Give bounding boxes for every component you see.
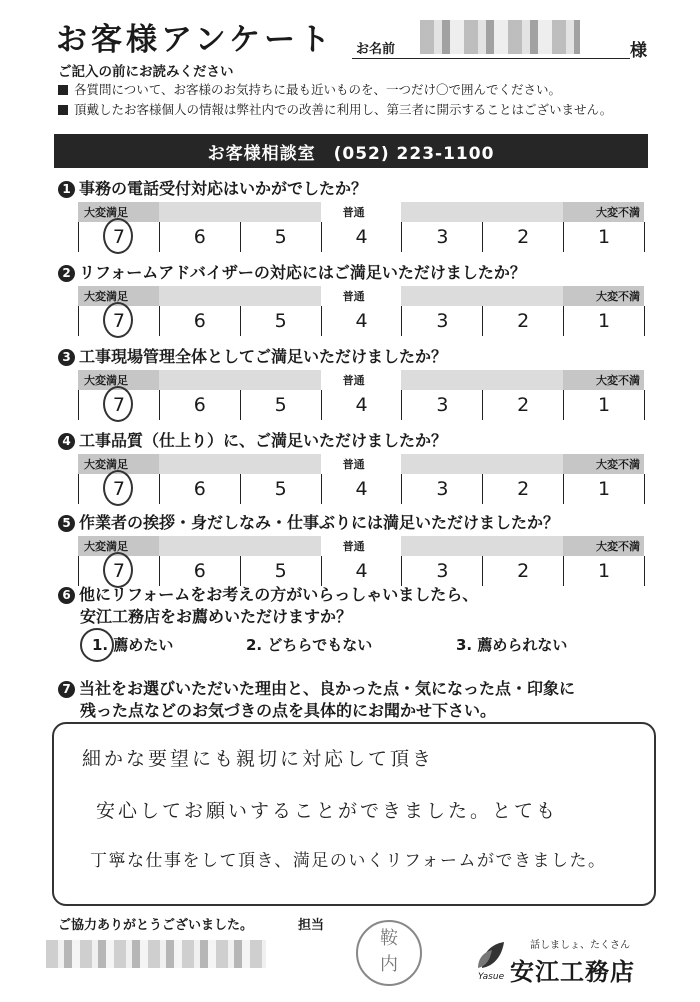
question-text: 工事品質（仕上り）に、ご満足いただけましたか？	[79, 431, 448, 450]
staff-label: 担当	[298, 918, 325, 933]
scale-cell	[563, 536, 644, 556]
rating-option-1[interactable]: 1	[564, 306, 645, 336]
scale-cell	[401, 536, 482, 556]
handwritten-line: 安心してお願いすることができました。とても	[96, 800, 559, 822]
scale-cell	[401, 286, 482, 306]
stamp-char: 鞍	[380, 928, 398, 949]
seal-stamp	[356, 920, 422, 986]
rating-scale-header	[78, 536, 644, 556]
rating-option-2[interactable]: 2	[483, 474, 564, 504]
rating-options	[78, 474, 645, 504]
scale-cell	[321, 286, 402, 306]
square-bullet-icon	[58, 85, 68, 95]
scale-label: 大変不満	[596, 458, 641, 471]
intro-notes	[58, 80, 612, 120]
intro-note-text: 各質問について、お客様のお気持ちに最も近いものを、一つだけ〇で囲んでください。	[74, 82, 562, 97]
rating-option-1[interactable]: 1	[564, 556, 645, 586]
scale-label: 普通	[342, 374, 365, 387]
question-3	[58, 344, 447, 367]
scale-cell	[482, 286, 563, 306]
scale-cell	[482, 454, 563, 474]
rating-option-1[interactable]: 1	[564, 222, 645, 252]
thanks-text: ご協力ありがとうございました。	[58, 918, 254, 933]
name-underline	[352, 58, 630, 59]
question-text: リフォームアドバイザーの対応にはご満足いただけましたか？	[79, 263, 526, 282]
redacted-staff	[46, 940, 266, 968]
scale-label: 大変満足	[84, 374, 128, 387]
rating-scale-header	[78, 286, 644, 306]
scale-cell	[159, 286, 240, 306]
question-2	[58, 260, 526, 283]
rating-option-3[interactable]: 3	[402, 306, 483, 336]
rating-option-5[interactable]: 5	[241, 222, 322, 252]
question-number-icon: 6	[58, 587, 75, 604]
rating-option-4[interactable]: 4	[322, 474, 403, 504]
question-6	[58, 582, 478, 605]
scale-label: 大変不満	[596, 290, 641, 303]
scale-cell	[563, 202, 644, 222]
rating-option-1[interactable]: 1	[564, 474, 645, 504]
rating-option-5[interactable]: 5	[241, 556, 322, 586]
scale-cell	[321, 370, 402, 390]
scale-label: 大変不満	[596, 206, 641, 219]
scale-cell	[321, 202, 402, 222]
rating-option-1[interactable]: 1	[564, 390, 645, 420]
rating-option-4[interactable]: 4	[322, 556, 403, 586]
rating-option-7[interactable]: 7	[79, 306, 160, 336]
rating-options	[78, 222, 645, 252]
redacted-name	[420, 20, 580, 54]
scale-cell	[240, 202, 321, 222]
scale-label: 普通	[342, 290, 365, 303]
rating-option-3[interactable]: 3	[402, 390, 483, 420]
scale-cell	[159, 536, 240, 556]
rating-option-5[interactable]: 5	[241, 306, 322, 336]
question-text: 当社をお選びいただいた理由と、良かった点・気になった点・印象に	[79, 679, 576, 698]
handwritten-line: 丁寧な仕事をして頂き、満足のいくリフォームができました。	[90, 851, 607, 871]
question-text: 他にリフォームをお考えの方がいらっしゃいましたら、	[79, 585, 479, 604]
question-7-line2: 残った点などのお気づきの点を具体的にお聞かせ下さい。	[80, 701, 497, 720]
q6-answer-circle	[80, 628, 114, 662]
rating-option-2[interactable]: 2	[483, 306, 564, 336]
leaf-logo-icon	[474, 938, 508, 972]
intro-note-text: 頂戴したお客様個人の情報は弊社内での改善に利用し、第三者に開示することはございません。	[74, 102, 613, 117]
scale-label: 大変満足	[84, 458, 128, 471]
rating-option-3[interactable]: 3	[402, 474, 483, 504]
question-number-icon: 7	[58, 681, 75, 698]
scale-label: 大変不満	[596, 540, 641, 553]
scale-cell	[159, 454, 240, 474]
company-slogan: 話しましょ、たくさん	[530, 940, 630, 951]
rating-option-2[interactable]: 2	[483, 222, 564, 252]
rating-option-4[interactable]: 4	[322, 390, 403, 420]
handwritten-line: 細かな要望にも親切に対応して頂き	[82, 748, 435, 770]
question-number-icon: 4	[58, 433, 75, 450]
q6-option-3[interactable]: 3. 薦められない	[456, 636, 568, 654]
rating-option-6[interactable]: 6	[160, 474, 241, 504]
scale-cell	[482, 370, 563, 390]
scale-cell	[482, 202, 563, 222]
rating-option-3[interactable]: 3	[402, 222, 483, 252]
intro-heading: ご記入の前にお読みください	[58, 64, 234, 80]
scale-label: 普通	[342, 540, 365, 553]
rating-option-7[interactable]: 7	[79, 222, 160, 252]
rating-option-2[interactable]: 2	[483, 390, 564, 420]
scale-cell	[240, 536, 321, 556]
rating-option-2[interactable]: 2	[483, 556, 564, 586]
q6-option-1[interactable]: 1. 薦めたい	[92, 636, 174, 654]
question-number-icon: 1	[58, 181, 75, 198]
question-1	[58, 176, 367, 199]
rating-option-6[interactable]: 6	[160, 306, 241, 336]
scale-cell	[401, 454, 482, 474]
scale-cell	[240, 454, 321, 474]
question-7	[58, 676, 575, 699]
question-number-icon: 3	[58, 349, 75, 366]
q6-option-2[interactable]: 2. どちらでもない	[246, 636, 373, 654]
contact-banner: お客様相談室 (052) 223-1100	[54, 134, 648, 168]
rating-option-7[interactable]: 7	[79, 474, 160, 504]
scale-cell	[401, 370, 482, 390]
scale-cell	[321, 536, 402, 556]
rating-scale-header	[78, 370, 644, 390]
name-honorific: 様	[630, 41, 647, 61]
scale-cell	[563, 286, 644, 306]
intro-note-item	[58, 100, 612, 120]
rating-option-3[interactable]: 3	[402, 556, 483, 586]
company-logo-sub: Yasue	[478, 972, 505, 982]
scale-label: 普通	[342, 206, 365, 219]
rating-option-4[interactable]: 4	[322, 222, 403, 252]
scale-cell	[159, 202, 240, 222]
scale-cell	[159, 370, 240, 390]
rating-options	[78, 306, 645, 336]
page-title: お客様アンケート	[56, 22, 335, 58]
rating-scale-header	[78, 202, 644, 222]
scale-cell	[321, 454, 402, 474]
question-text: 事務の電話受付対応はいかがでしたか？	[79, 179, 368, 198]
question-6-line2: 安江工務店をお薦めいただけますか？	[80, 607, 353, 626]
question-text: 作業者の挨拶・身だしなみ・仕事ぶりには満足いただけましたか？	[79, 513, 560, 532]
scale-label: 大変満足	[84, 540, 128, 553]
question-5	[58, 510, 559, 533]
rating-option-6[interactable]: 6	[160, 390, 241, 420]
scale-label: 大変満足	[84, 206, 128, 219]
rating-option-5[interactable]: 5	[241, 390, 322, 420]
rating-option-5[interactable]: 5	[241, 474, 322, 504]
company-logo-text: 安江工務店	[510, 958, 635, 986]
rating-scale-header	[78, 454, 644, 474]
question-number-icon: 5	[58, 515, 75, 532]
intro-note-item	[58, 80, 612, 100]
stamp-char: 内	[380, 954, 398, 975]
rating-option-4[interactable]: 4	[322, 306, 403, 336]
scale-cell	[401, 202, 482, 222]
scale-label: 普通	[342, 458, 365, 471]
scale-cell	[482, 536, 563, 556]
question-text: 工事現場管理全体としてご満足いただけましたか？	[79, 347, 448, 366]
question-4	[58, 428, 447, 451]
scale-cell	[240, 286, 321, 306]
scale-label: 大変満足	[84, 290, 128, 303]
rating-option-6[interactable]: 6	[160, 556, 241, 586]
square-bullet-icon	[58, 105, 68, 115]
scale-cell	[563, 454, 644, 474]
rating-option-7[interactable]: 7	[79, 390, 160, 420]
name-label: お名前	[356, 42, 396, 57]
rating-options	[78, 390, 645, 420]
question-number-icon: 2	[58, 265, 75, 282]
scale-cell	[240, 370, 321, 390]
rating-option-6[interactable]: 6	[160, 222, 241, 252]
scale-cell	[563, 370, 644, 390]
rating-option-7[interactable]: 7	[79, 556, 160, 586]
scale-label: 大変不満	[596, 374, 641, 387]
